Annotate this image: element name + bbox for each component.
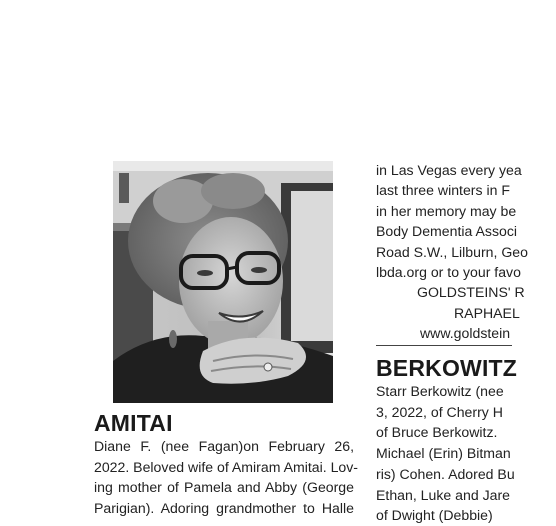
obituary-text-line: Parigian). Adoring grandmother to Halle (94, 500, 354, 517)
funeral-home-name: RAPHAEL (454, 304, 520, 321)
obituary-berkowitz (376, 355, 556, 526)
obituary-continuation (376, 160, 556, 344)
obituary-text-line: lbda.org or to your favo (376, 263, 521, 280)
obituary-text-line: Michael (Erin) Bitman (376, 445, 511, 462)
obituary-text-line: ris) Cohen. Adored Bu (376, 465, 515, 482)
obituary-text-line: ing mother of Pamela and Abby (George (94, 479, 354, 496)
portrait-image (113, 161, 333, 403)
obituary-text-line: 3, 2022, of Cherry H (376, 403, 503, 420)
obituary-text-line: in her memory may be (376, 202, 517, 219)
portrait-photo (113, 161, 333, 403)
obituary-text-line: last three winters in F (376, 182, 510, 199)
funeral-home-name: GOLDSTEINS' R (417, 284, 525, 301)
divider-rule (376, 345, 512, 346)
obituary-amitai (94, 410, 358, 519)
obituary-text-line: Road S.W., Lilburn, Geo (376, 243, 528, 260)
obituary-name: AMITAI (94, 410, 173, 436)
funeral-home-website: www.goldstein (420, 325, 511, 342)
obituary-text-line: Ethan, Luke and Jare (376, 486, 510, 503)
obituary-name: BERKOWITZ (376, 355, 518, 381)
obituary-text-line: in Las Vegas every yea (376, 162, 522, 178)
obituary-text-line: Diane F. (nee Fagan)on February 26, (94, 438, 354, 454)
obituary-text-line: 2022. Beloved wife of Amiram Amitai. Lov- (94, 458, 358, 475)
obituary-text-line: Body Dementia Associ (376, 223, 518, 240)
obituary-text-line: of Bruce Berkowitz. (376, 424, 498, 441)
obituary-text-line: Starr Berkowitz (nee (376, 383, 504, 399)
obituary-text-line: of Dwight (Debbie) (376, 507, 493, 524)
